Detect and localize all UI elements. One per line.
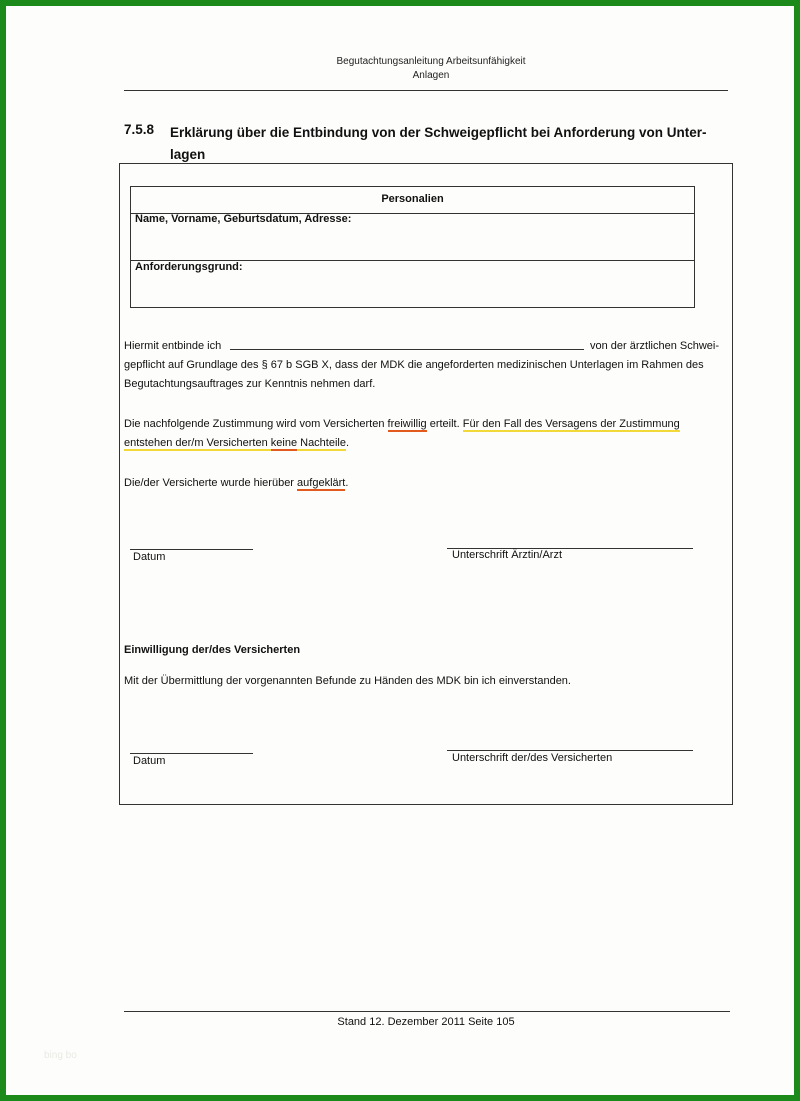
informed-end-dot: . [345,477,349,489]
consent-text: Mit der Übermittlung der vorgenannten Befunde zu Händen des MDK bin ich einverstanden. [124,675,571,687]
date-label-2: Datum [133,755,166,767]
date-label-1: Datum [133,551,166,563]
name-blank-line[interactable] [230,349,584,350]
release-after-blank: von der ärztlichen Schwei- [590,340,720,352]
date-line-2[interactable] [130,753,253,754]
name-field-row[interactable] [131,214,694,261]
consent-heading: Einwilligung der/des Versicherten [124,644,301,656]
nachteile-word: Nachteile [300,437,346,449]
header-subtitle: Anlagen [412,70,450,81]
name-field-label: Name, Vorname, Geburtsdatum, Adresse: [135,213,352,225]
personalien-table [130,186,695,308]
insured-signature-line[interactable] [447,750,693,751]
release-start-text: Hiermit entbinde ich [124,340,222,352]
refusal-text: Für den Fall des Versagens der Zustimmung [462,418,680,430]
voluntary-text-b: erteilt. [429,418,460,430]
header-rule [124,90,728,91]
keine-word: keine [270,437,298,449]
informed-paragraph [124,473,348,493]
footer-text: Stand 12. Dezember 2011 Seite 105 [337,1016,515,1028]
voluntary-paragraph [124,414,680,434]
freiwillig-word: freiwillig [387,418,427,430]
footer-rule [124,1011,730,1012]
section-title [170,122,730,166]
reason-field-label: Anforderungsgrund: [135,261,243,273]
personalien-heading: Personalien [131,187,694,214]
voluntary-text-a: Die nachfolgende Zustimmung wird vom Versicherten [124,418,385,430]
doctor-signature-label: Unterschrift Ärztin/Arzt [452,549,563,561]
release-line-2: gepflicht auf Grundlage des § 67 b SGB X, dass der MDK die angeforderten medizinischen Unterlagen im Rahmen des [124,359,704,371]
insured-signature-label: Unterschrift der/des Versicherten [452,752,613,764]
voluntary-end-dot: . [345,437,350,449]
document-page [6,6,794,1095]
release-line-3: Begutachtungsauftrages zur Kenntnis nehmen darf. [124,378,376,390]
informed-text: Die/der Versicherte wurde hierüber [124,477,294,489]
date-line-1[interactable] [130,549,253,550]
reason-field-row[interactable] [131,261,694,306]
section-number: 7.5.8 [124,122,155,137]
section-title-text: Erklärung über die Entbindung von der Schweigepflicht bei Anforderung von Unter-lagen [170,125,707,162]
aufgeklaert-word: aufgeklärt [297,477,346,489]
watermark: bing bo [44,1050,77,1061]
voluntary-paragraph-2 [124,433,349,453]
header-title: Begutachtungsanleitung Arbeitsunfähigkeit [336,56,526,67]
refusal-text-2: entstehen der/m Versicherten [124,437,268,449]
